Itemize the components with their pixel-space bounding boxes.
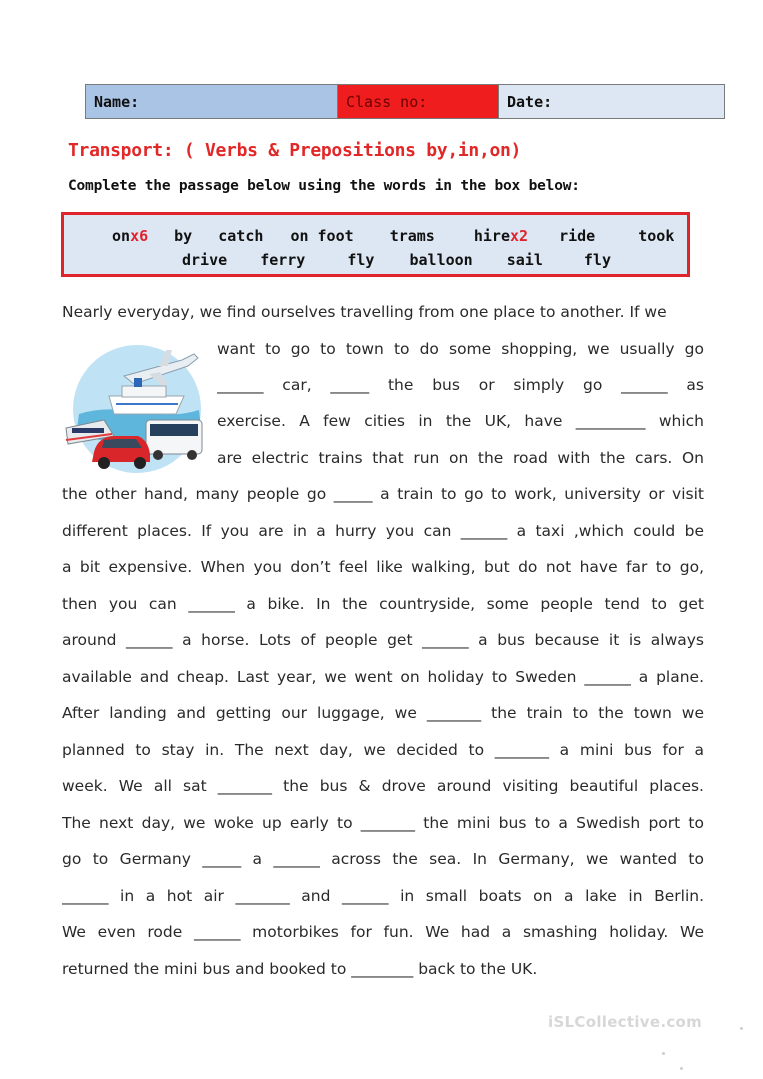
passage-line: the other hand, many people go _____ a train to go to work, university or visit [62,485,704,503]
word-item: ferry [260,251,306,269]
passage-line: then you can ______ a bike. In the countryside, some people tend to get [62,595,704,613]
class-no-field[interactable] [338,85,499,118]
passage-line: exercise. A few cities in the UK, have _________ which [217,412,704,430]
date-field[interactable] [499,85,724,118]
word-item: balloon [409,251,473,269]
name-field[interactable] [86,85,338,118]
word-multiplier: x2 [510,227,529,245]
word-item: hirex2 [473,227,529,245]
passage-line: Nearly everyday, we find ourselves travelling from one place to another. If we [62,303,667,321]
class-no-label: Class no: [346,92,428,111]
word-item: by [174,227,193,245]
passage-line: different places. If you are in a hurry you can ______ a taxi ,which could be [62,522,704,540]
word-item: sail [506,251,543,269]
decorative-dot [662,1052,665,1055]
passage-line: a bit expensive. When you don’t feel like walking, but do not have far to go, [62,558,704,576]
site-watermark: iSLCollective.com [548,1013,703,1031]
decorative-dot [680,1067,683,1070]
student-info-header [85,84,725,119]
passage-line: are electric trains that run on the road with the cars. On [217,449,704,467]
word-box-row-2 [182,251,611,269]
instruction-text: Complete the passage below using the words in the box below: [68,178,580,194]
passage-line: go to Germany _____ a ______ across the sea. In Germany, we wanted to [62,850,704,868]
word-item: ride [559,227,596,245]
word-box [61,212,690,277]
word-item: drive [182,251,228,269]
word-item: fly [347,251,375,269]
word-item: fly [583,251,611,269]
word-multiplier: x6 [130,227,149,245]
name-label: Name: [94,92,140,111]
passage-line: week. We all sat _______ the bus & drove around visiting beautiful places. [62,777,704,795]
passage-line: The next day, we woke up early to _______ the mini bus to a Swedish port to [62,814,704,832]
word-item: onx6 [112,227,149,245]
date-label: Date: [507,92,553,111]
passage-line: ______ car, _____ the bus or simply go ______ as [217,376,704,394]
passage-line: around ______ a horse. Lots of people get ______ a bus because it is always [62,631,704,649]
passage-line: returned the mini bus and booked to ________ back to the UK. [62,960,538,978]
word-item: took [638,227,675,245]
passage-line: want to go to town to do some shopping, we usually go [217,340,704,358]
word-item: on foot [290,227,354,245]
passage-line: available and cheap. Last year, we went on holiday to Sweden ______ a plane. [62,668,704,686]
worksheet-title: Transport: ( Verbs & Prepositions by,in,on) [68,140,522,161]
word-item: catch [218,227,264,245]
passage-line: We even rode ______ motorbikes for fun. We had a smashing holiday. We [62,923,704,941]
transport-illustration [64,336,214,476]
passage-line: ______ in a hot air _______ and ______ in small boats on a lake in Berlin. [62,887,704,905]
word-box-row-1 [112,227,674,245]
word-item: trams [389,227,435,245]
decorative-dot [740,1027,743,1030]
passage-line: After landing and getting our luggage, we _______ the train to the town we [62,704,704,722]
passage-line: planned to stay in. The next day, we decided to _______ a mini bus for a [62,741,704,759]
